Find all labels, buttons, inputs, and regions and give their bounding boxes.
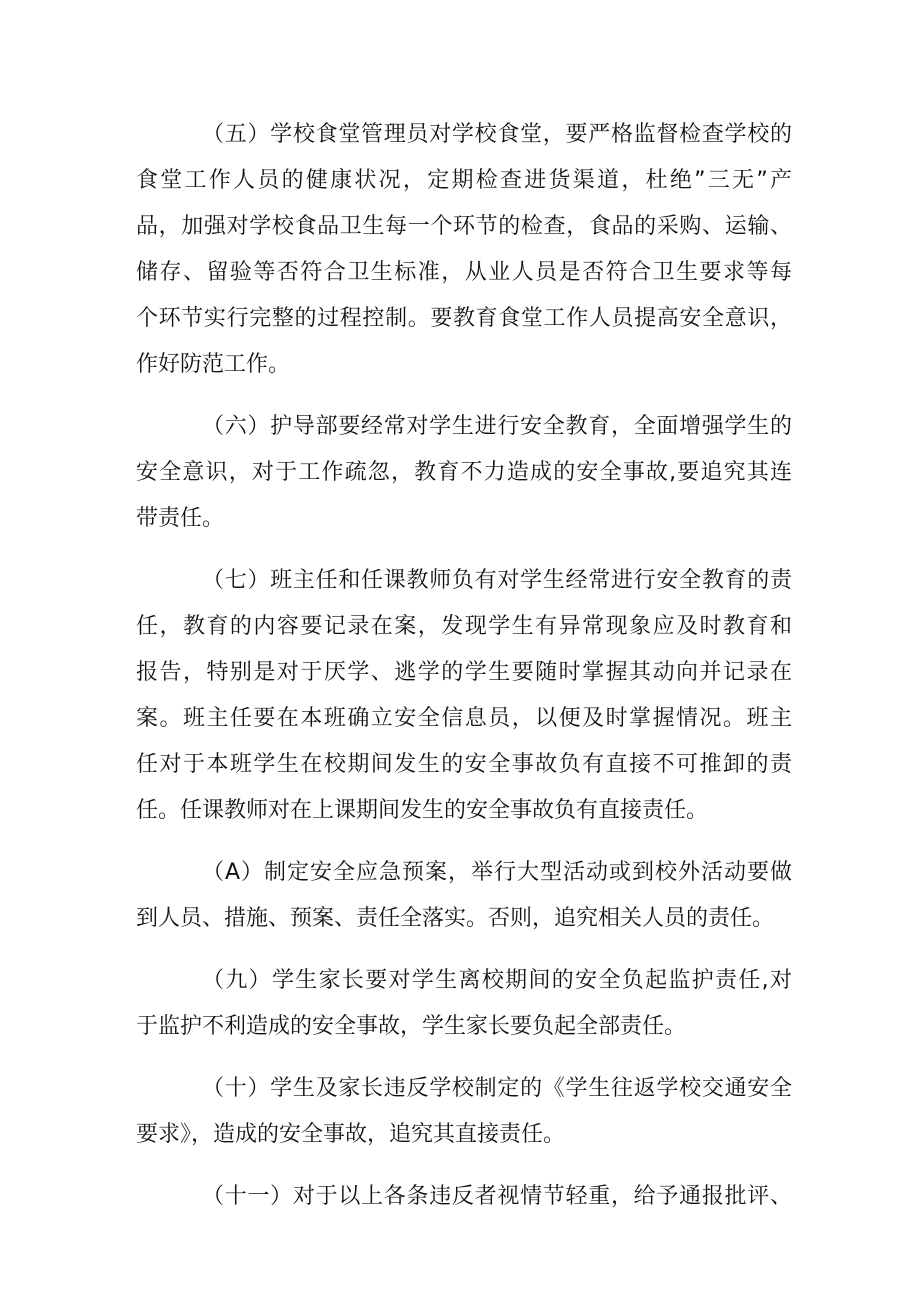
paragraph-11	[136, 1174, 792, 1220]
paragraph-8	[136, 850, 792, 942]
paragraph-line: 报告，特别是对于厌学、逃学的学生要随时掌握其动向并记录在	[136, 660, 792, 685]
paragraph-line: （A）制定安全应急预案，举行大型活动或到校外活动要做	[202, 860, 792, 885]
paragraph-line: （十）学生及家长违反学校制定的《学生往返学校交通安全	[202, 1076, 792, 1101]
paragraph-line: 个环节实行完整的过程控制。要教育食堂工作人员提高安全意识，	[136, 306, 792, 331]
paragraph-line: 于监护不利造成的安全事故，学生家长要负起全部责任。	[136, 1014, 687, 1039]
paragraph-line: 作好防范工作。	[136, 352, 291, 377]
paragraph-line: 到人员、措施、预案、责任全落实。否则，追究相关人员的责任。	[136, 906, 775, 931]
document-body	[136, 112, 792, 1236]
paragraph-7	[136, 558, 792, 834]
paragraph-line: 安全意识，对于工作疏忽，教育不力造成的安全事故,要追究其连	[136, 460, 792, 485]
paragraph-line: （五）学校食堂管理员对学校食堂，要严格监督检查学校的	[202, 122, 792, 147]
paragraph-line: 任对于本班学生在校期间发生的安全事故负有直接不可推卸的责	[136, 752, 792, 777]
paragraph-line: 任，教育的内容要记录在案，发现学生有异常现象应及时教育和	[136, 614, 792, 639]
paragraph-line: （七）班主任和任课教师负有对学生经常进行安全教育的责	[202, 568, 792, 593]
paragraph-6	[136, 404, 792, 542]
paragraph-line: （九）学生家长要对学生离校期间的安全负起监护责任,对	[202, 968, 792, 993]
paragraph-9	[136, 958, 792, 1050]
paragraph-line: 任。任课教师对在上课期间发生的安全事故负有直接责任。	[136, 798, 709, 823]
paragraph-5	[136, 112, 792, 388]
paragraph-line: 品，加强对学校食品卫生每一个环节的检查，食品的采购、运输、	[136, 214, 792, 239]
paragraph-line: （十一）对于以上各条违反者视情节轻重，给予通报批评、	[202, 1184, 792, 1209]
paragraph-line: 案。班主任要在本班确立安全信息员，以便及时掌握情况。班主	[136, 706, 792, 731]
paragraph-line: 食堂工作人员的健康状况，定期检查进货渠道，杜绝”三无”产	[136, 168, 792, 193]
paragraph-line: 要求》，造成的安全事故，追究其直接责任。	[136, 1122, 566, 1147]
paragraph-line: （六）护导部要经常对学生进行安全教育，全面增强学生的	[202, 414, 792, 439]
paragraph-10	[136, 1066, 792, 1158]
paragraph-line: 带责任。	[136, 506, 225, 531]
paragraph-line: 储存、留验等否符合卫生标准，从业人员是否符合卫生要求等每	[136, 260, 792, 285]
